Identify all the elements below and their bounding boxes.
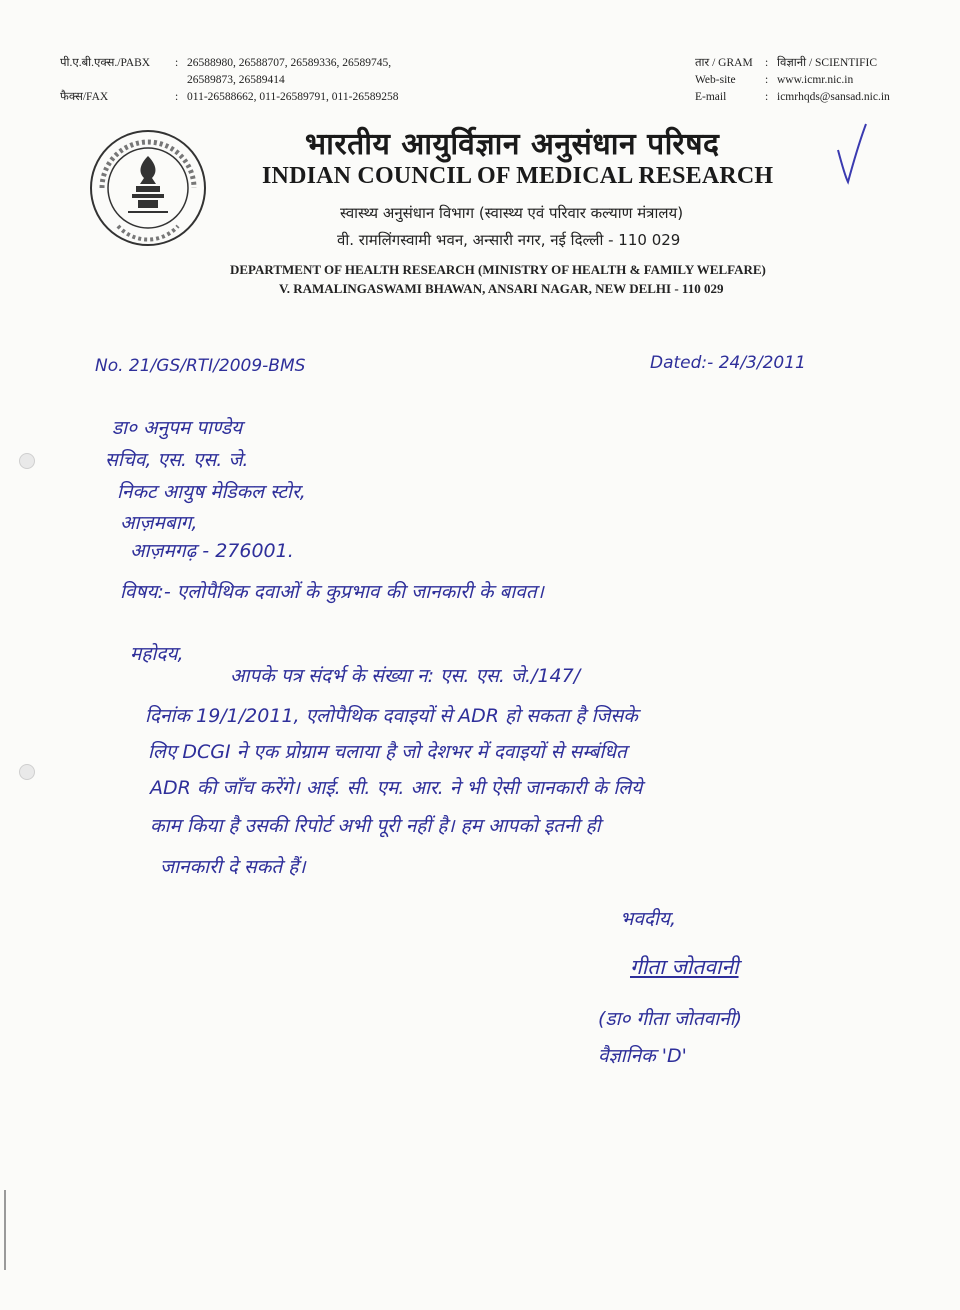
- fax-label: फैक्स/FAX: [60, 91, 109, 103]
- body-line-3: लिए DCGI ने एक प्रोग्राम चलाया है जो देशभर में दवाइयों से सम्बंधित: [148, 741, 627, 763]
- margin-mark: [4, 1190, 6, 1270]
- org-title-english: INDIAN COUNCIL OF MEDICAL RESEARCH: [262, 163, 774, 189]
- pen-check-mark-icon: [830, 120, 870, 190]
- letter-date: Dated:- 24/3/2011: [650, 353, 806, 373]
- pabx-numbers-continued: 26589873, 26589414: [187, 74, 285, 86]
- punch-hole-bottom: [19, 764, 35, 780]
- reference-number: No. 21/GS/RTI/2009-BMS: [95, 356, 306, 376]
- body-line-1: आपके पत्र संदर्भ के संख्या न: एस. एस. जे./147/: [230, 665, 581, 687]
- closing: भवदीय,: [620, 908, 676, 930]
- address-hindi: वी. रामलिंगस्वामी भवन, अन्सारी नगर, नई दिल्ली - 110 029: [337, 231, 681, 249]
- addressee-line4: आज़मबाग,: [120, 512, 198, 534]
- signatory-designation: वैज्ञानिक 'D': [598, 1045, 687, 1067]
- department-english: DEPARTMENT OF HEALTH RESEARCH (MINISTRY OF HEALTH & FAMILY WELFARE): [230, 262, 766, 277]
- icmr-seal-icon: [88, 128, 208, 248]
- pabx-numbers: 26588980, 26588707, 26589336, 26589745,: [187, 57, 392, 69]
- org-title-hindi: भारतीय आयुर्विज्ञान अनुसंधान परिषद: [305, 127, 720, 162]
- signature: गीता जोतवानी: [630, 955, 739, 979]
- gram-label: तार / GRAM: [695, 57, 753, 69]
- signatory-name: (डा० गीता जोतवानी): [598, 1008, 743, 1030]
- contact-web: तार / GRAM : विज्ञानी / SCIENTIFIC Web-site : www.icmr.nic.in E-mail : icmrhqds@sansad.nic.in: [695, 55, 890, 106]
- website-value: www.icmr.nic.in: [777, 74, 854, 86]
- letter-subject: विषय:- एलोपैथिक दवाओं के कुप्रभाव की जानकारी के बावत।: [120, 581, 544, 603]
- email-label: E-mail: [695, 91, 727, 103]
- salutation: महोदय,: [130, 643, 184, 665]
- website-label: Web-site: [695, 74, 736, 86]
- fax-numbers: 011-26588662, 011-26589791, 011-26589258: [187, 91, 399, 103]
- gram-value: विज्ञानी / SCIENTIFIC: [777, 57, 878, 69]
- contact-phones: पी.ए.बी.एक्स./PABX : 26588980, 26588707, 26589336, 26589745, 26589873, 26589414 फैक्स/FAX : 011-26588662, 011-26589791, 011-26589258: [60, 55, 398, 106]
- body-line-6: जानकारी दे सकते हैं।: [160, 856, 306, 878]
- address-english: V. RAMALINGASWAMI BHAWAN, ANSARI NAGAR, NEW DELHI - 110 029: [279, 281, 724, 296]
- department-hindi: स्वास्थ्य अनुसंधान विभाग (स्वास्थ्य एवं परिवार कल्याण मंत्रालय): [340, 204, 684, 222]
- body-line-5: काम किया है उसकी रिपोर्ट अभी पूरी नहीं है। हम आपको इतनी ही: [150, 815, 601, 837]
- body-line-2: दिनांक 19/1/2011, एलोपैथिक दवाइयों से ADR हो सकता है जिसके: [145, 705, 638, 727]
- addressee-name: डा० अनुपम पाण्डेय: [112, 417, 243, 439]
- addressee-line3: निकट आयुष मेडिकल स्टोर,: [117, 481, 306, 503]
- addressee-city: आज़मगढ़ - 276001.: [130, 540, 294, 562]
- pabx-label: पी.ए.बी.एक्स./PABX: [60, 57, 151, 69]
- body-line-4: ADR की जाँच करेंगे। आई. सी. एम. आर. ने भी ऐसी जानकारी के लिये: [150, 777, 643, 799]
- punch-hole-top: [19, 453, 35, 469]
- email-value: icmrhqds@sansad.nic.in: [777, 91, 890, 103]
- addressee-designation: सचिव, एस. एस. जे.: [105, 449, 249, 471]
